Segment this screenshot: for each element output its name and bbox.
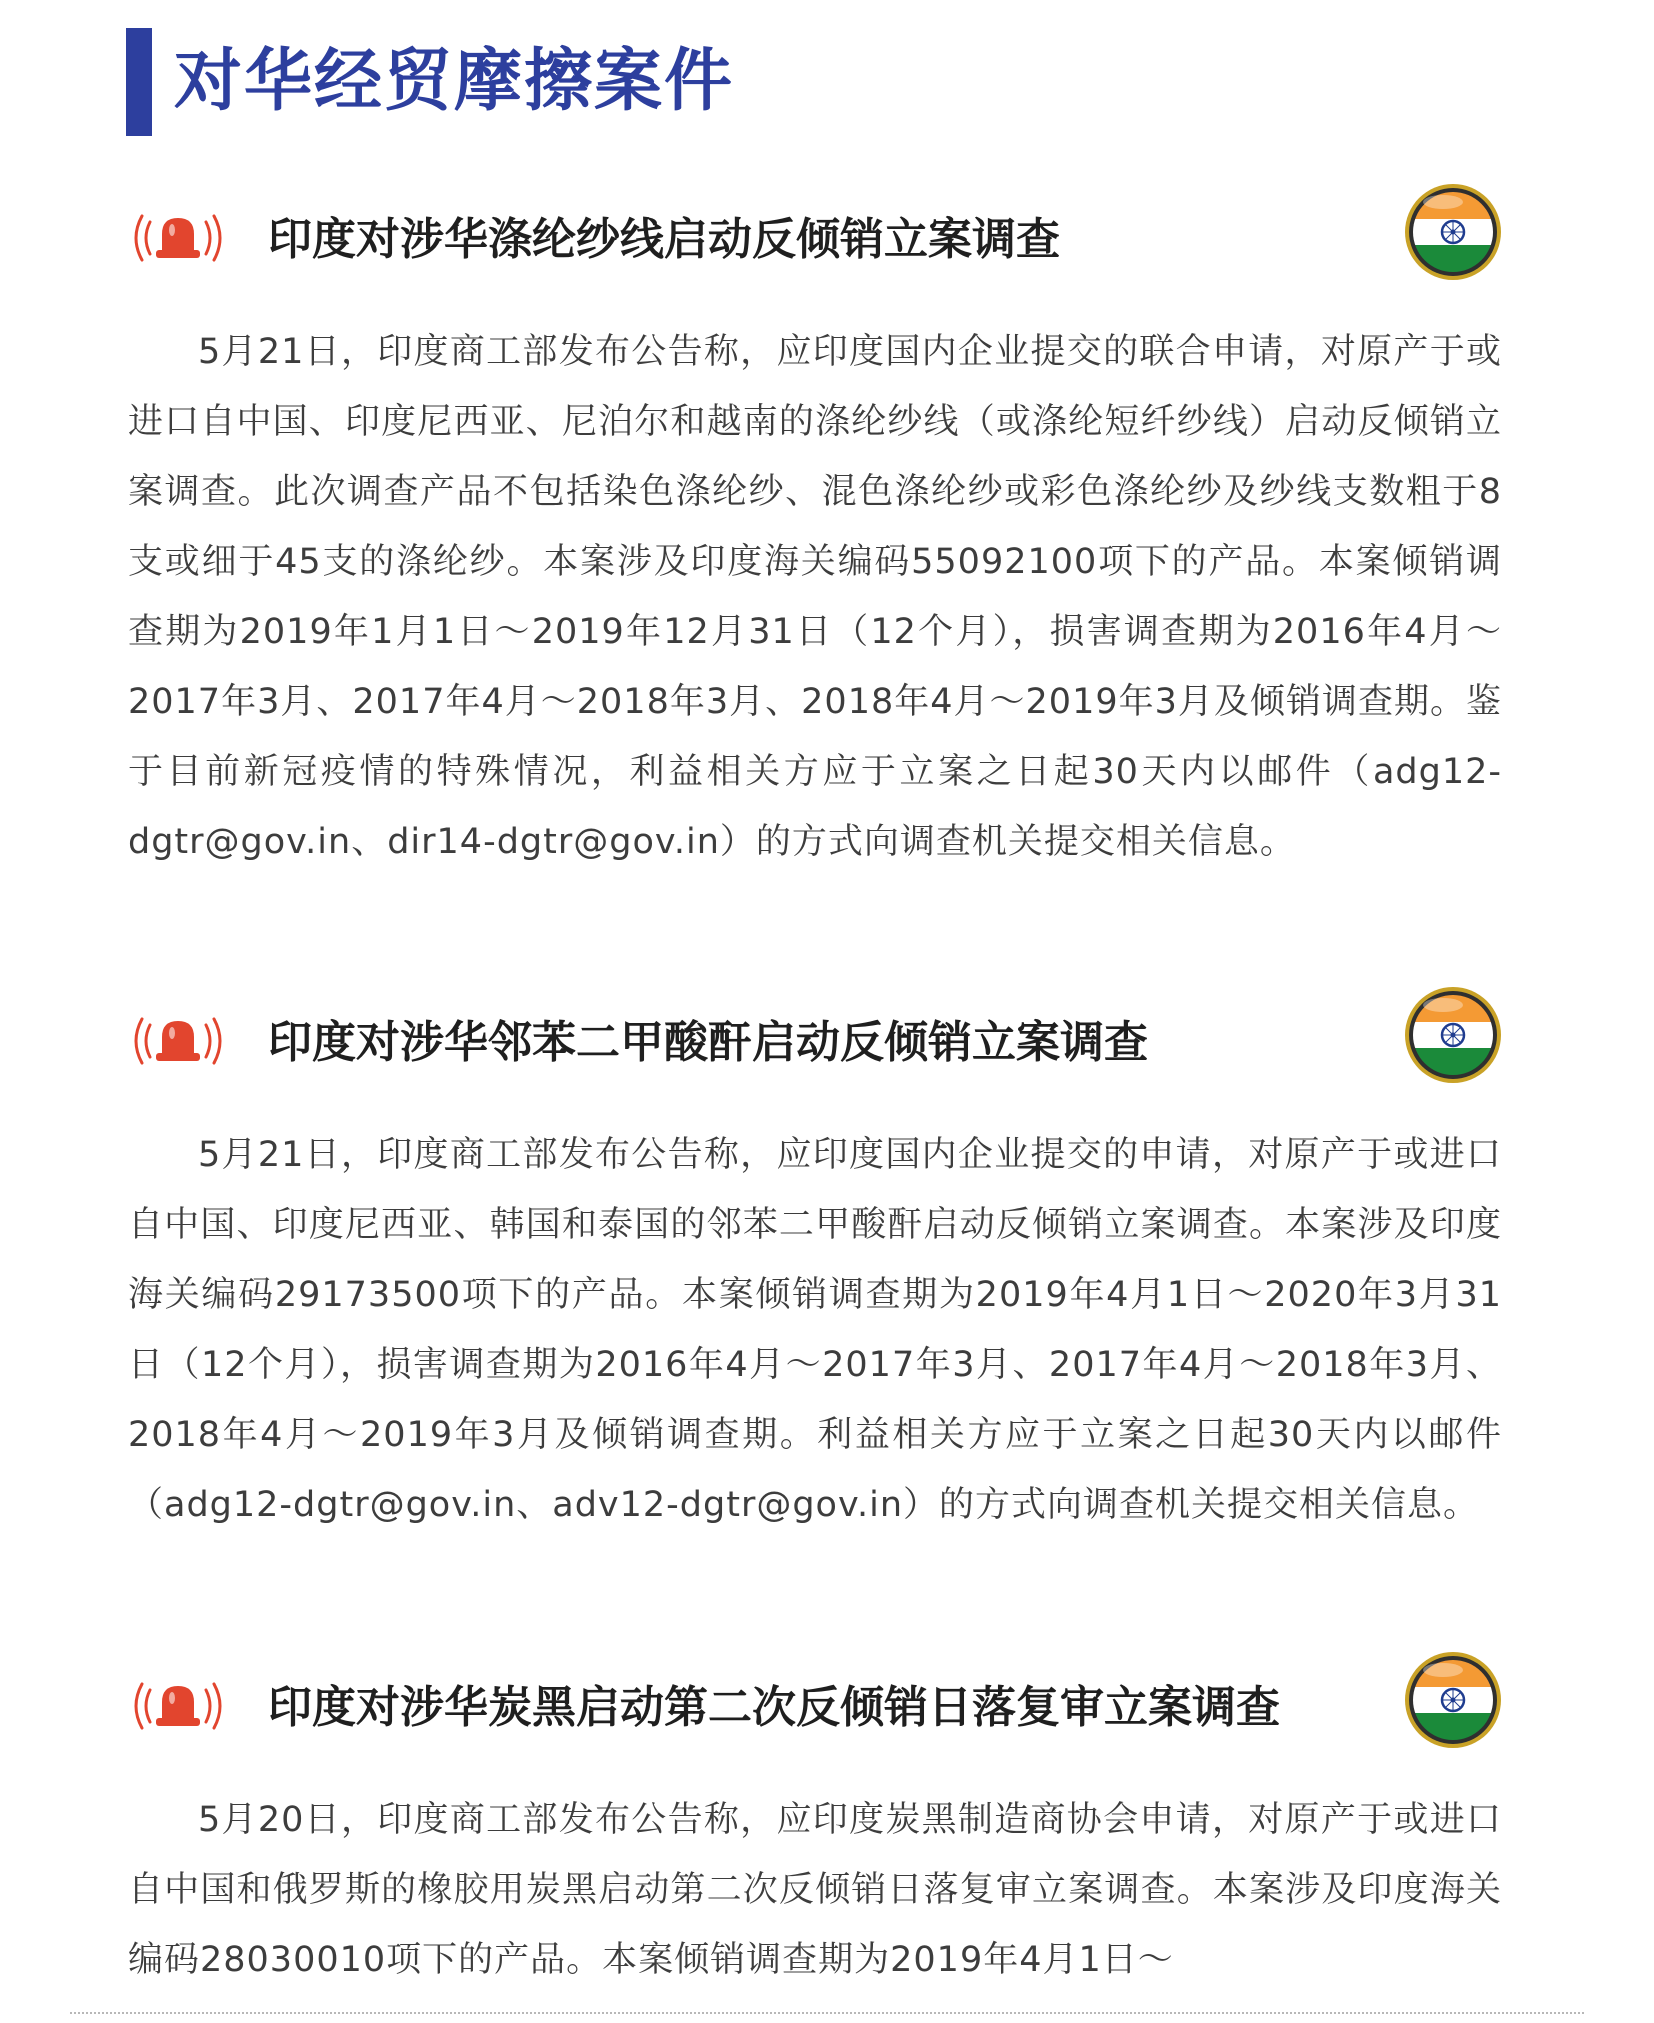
page-title: 对华经贸摩擦案件 — [174, 42, 735, 121]
india-flag-icon — [1403, 985, 1503, 1085]
page-header — [126, 28, 734, 136]
case-title: 印度对涉华邻苯二甲酸酐启动反倾销立案调查 — [268, 1017, 1148, 1068]
dotted-divider — [70, 2012, 1584, 2014]
alarm-bell-icon — [128, 1009, 228, 1073]
case-body: 5月21日，印度商工部发布公告称，应印度国内企业提交的联合申请，对原产于或进口自中国、印度尼西亚、尼泊尔和越南的涤纶纱线（或涤纶短纤纱线）启动反倾销立案调查。此次调查产品不包括染色涤纶纱、混色涤纶纱或彩色涤纶纱及纱线支数粗于8支或细于45支的涤纶纱。本案涉及印度海关编码55092100项下的产品。本案倾销调查期为2019年1月1日～2019年12月31日（12个月），损害调查期为2016年4月～2017年3月、2017年4月～2018年3月、2018年4月～2019年3月及倾销调查期。鉴于目前新冠疫情的特殊情况，利益相关方应于立案之日起30天内以邮件（adg12-dgtr@gov.in、dir14-dgtr@gov.in）的方式向调查机关提交相关信息。 — [128, 332, 1502, 862]
india-flag-icon — [1403, 1650, 1503, 1750]
case-item-1 — [128, 200, 1502, 877]
india-flag-icon — [1403, 182, 1503, 282]
case-title: 印度对涉华炭黑启动第二次反倾销日落复审立案调查 — [268, 1682, 1280, 1733]
case-body: 5月21日，印度商工部发布公告称，应印度国内企业提交的申请，对原产于或进口自中国、印度尼西亚、韩国和泰国的邻苯二甲酸酐启动反倾销立案调查。本案涉及印度海关编码29173500项下的产品。本案倾销调查期为2019年4月1日～2020年3月31日（12个月），损害调查期为2016年4月～2017年3月、2017年4月～2018年3月、2018年4月～2019年3月及倾销调查期。利益相关方应于立案之日起30天内以邮件（adg12-dgtr@gov.in、adv12-dgtr@gov.in）的方式向调查机关提交相关信息。 — [128, 1135, 1502, 1525]
case-item-3 — [128, 1668, 1502, 1995]
case-header — [128, 1003, 1502, 1103]
alarm-bell-icon — [128, 206, 228, 270]
case-item-2 — [128, 1003, 1502, 1540]
case-title: 印度对涉华涤纶纱线启动反倾销立案调查 — [268, 214, 1060, 265]
case-header — [128, 1668, 1502, 1768]
case-header — [128, 200, 1502, 300]
case-body: 5月20日，印度商工部发布公告称，应印度炭黑制造商协会申请，对原产于或进口自中国和俄罗斯的橡胶用炭黑启动第二次反倾销日落复审立案调查。本案涉及印度海关编码28030010项下的产品。本案倾销调查期为2019年4月1日～ — [128, 1800, 1502, 1980]
header-accent-bar — [126, 28, 152, 136]
alarm-bell-icon — [128, 1674, 228, 1738]
